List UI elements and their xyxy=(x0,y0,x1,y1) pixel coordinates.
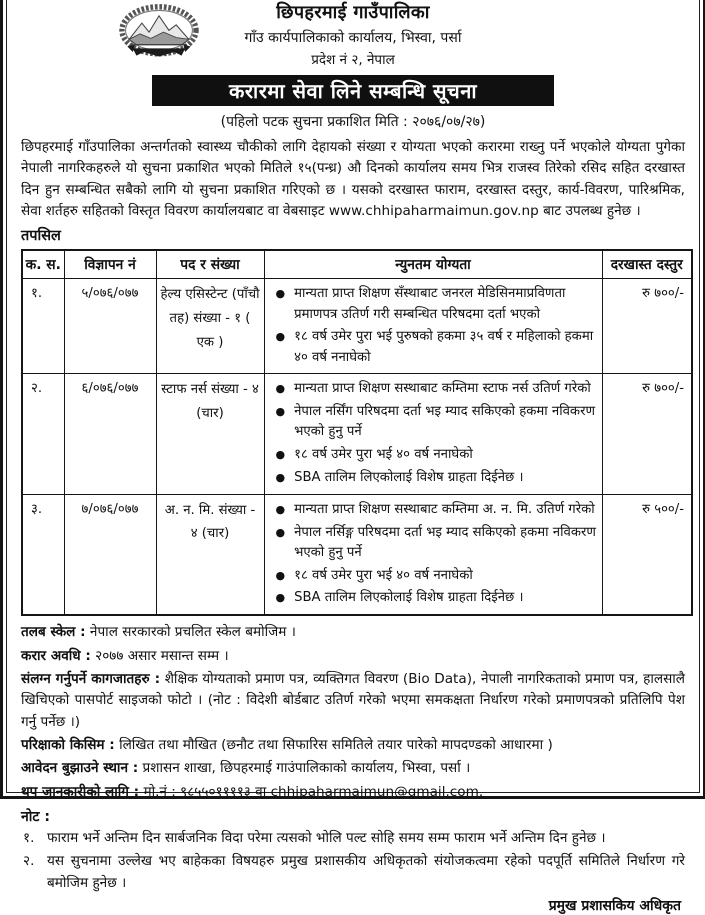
ad-no-cell: ७/०७६/०७७ xyxy=(64,494,156,615)
post-cell: स्टाफ नर्स संख्या - ४ (चार) xyxy=(156,374,264,495)
post-cell: अ. न. मि. संख्या - ४ (चार) xyxy=(156,494,264,615)
qualification-item: ● १८ वर्ष उमेर पुरा भई ४० वर्ष ननाघेको xyxy=(268,444,599,467)
bullet-icon: ● xyxy=(275,502,286,516)
notice-page-inner xyxy=(6,0,700,914)
qualification-item: ● १८ वर्ष उमेर पुरा भई पुरुषको हकमा ३५ वर्ष र महिलाको हकमा ४० वर्ष ननाघेको xyxy=(268,326,599,369)
qualification-item: ● १८ वर्ष उमेर पुरा भई ४० वर्ष ननाघेको xyxy=(268,565,599,588)
province-line: प्रदेश नं २, नेपाल xyxy=(311,52,395,68)
sn-cell: १. xyxy=(22,279,64,374)
bullet-icon: ● xyxy=(275,330,286,344)
fee-cell: रु ५००/- xyxy=(602,494,692,615)
detail-submission-place: आवेदन बुझाउने स्थान : प्रशासन शाखा, छिपहरमाई गाउंपालिकाको कार्यालय, भिस्वा, पर्सा । xyxy=(21,760,471,777)
nepal-emblem-icon xyxy=(117,5,201,61)
table-header-row xyxy=(22,250,692,279)
vacancy-table xyxy=(21,249,693,616)
bullet-icon: ● xyxy=(275,287,286,301)
table-row xyxy=(22,279,692,374)
note-label: नोट : xyxy=(21,808,50,825)
col-header-fee: दरखास्त दस्तुर xyxy=(602,250,692,279)
table-row xyxy=(22,494,692,615)
detail-contract-period: करार अवधि : २०७७ असार मसान्त सम्म । xyxy=(21,647,229,664)
detail-exam-type: परिक्षाको किसिम : लिखित तथा मौखित (छनौट तथा सिफारिस समितिले तयार पारेको मापदण्डको आधारमा ) xyxy=(21,736,553,753)
qualification-item: ● मान्यता प्राप्त शिक्षण सँस्थाबाट जनरल मेडिसिनमाप्रविणता प्रमाणपत्र उतिर्ण गरी सम्बन्धित परिषदमा दर्ता भएको xyxy=(268,283,599,326)
qualification-item: ● SBA तालिम लिएकोलाई विशेष ग्राहता दिईनेछ । xyxy=(268,467,599,490)
col-header-sn: क. स. xyxy=(22,250,64,279)
qualifications-cell xyxy=(264,494,602,615)
bullet-icon: ● xyxy=(275,568,286,582)
signature-title: प्रमुख प्रशासकिय अधिकृत xyxy=(548,897,681,914)
fee-cell: रु ७००/- xyxy=(602,279,692,374)
detail-required-documents: संलग्न गर्नुपर्ने कागजातहरु : शैक्षिक योग्यताको प्रमाण पत्र, व्यक्तिगत विवरण (Bio Data), नेपाली नागरिकताको प्रमाण पत्र, हालसालै खिचिएको पासपोर्ट साइजको फोटो । (नोट : विदेशी बोर्डबाट उतिर्ण गरेको भएमा समकक्षता निर्धारण गरेको प्रमाणपत्रको प्रतिलिपि पेश गर्नु पर्नेछ ।) xyxy=(21,670,686,730)
header xyxy=(21,2,685,131)
published-date-line: (पहिलो पटक सुचना प्रकाशित मिति : २०७६/०७/२७) xyxy=(220,114,486,130)
qualification-item: ● नेपाल नर्सिङ्ग परिषदमा दर्ता भइ म्याद सकिएको हकमा नविकरण भएको हुनु पर्ने xyxy=(268,522,599,565)
qualifications-cell xyxy=(264,279,602,374)
detail-salary-scale: तलब स्केल : नेपाल सरकारको प्रचलित स्केल बमोजिम । xyxy=(21,624,296,641)
post-cell: हेल्य एसिस्टेन्ट (पाँचौ तह) संख्या - १ ( एक ) xyxy=(156,279,264,374)
sn-cell: २. xyxy=(22,374,64,495)
bullet-icon: ● xyxy=(275,470,286,484)
table-row xyxy=(22,374,692,495)
bullet-icon: ● xyxy=(275,382,286,396)
col-header-post: पद र संख्या xyxy=(156,250,264,279)
bullet-icon: ● xyxy=(275,525,286,539)
intro-paragraph: छिपहरमाई गाँउपालिका अन्तर्गतको स्वास्थ्य चौकीको लागि देहायको संख्या र योग्यता भएको करारमा राख्नु पर्ने भएकोले योग्यता पुगेका नेपाली नागरिकहरुले यो सुचना प्रकाशित भएको मितिले १५(पन्ध्र) औ दिनको कार्यालय समय भित्र राजस्व तिरेको रसिद सहित दरखास्त दिन हुन सम्बन्धित सबैको लागि यो सुचना प्रकाशित गरिएको छ । यसको दरखास्त फाराम, दरखास्त दस्तुर, कार्य-विवरण, पारिश्रमिक, सेवा शर्तहरु सहितको विस्तृत विवरण कार्यालयबाट वा वेबसाइट www.chhipaharmaimun.gov.np बाट उपलब्ध हुनेछ । xyxy=(21,139,685,219)
note-item: २. यस सुचनामा उल्लेख भए बाहेकका विषयहरु प्रमुख प्रशासकीय अधिकृतको संयोजकत्वमा रहेको पदपूर्ति समितिले निर्धारण गरे बमोजिम हुनेछ । xyxy=(23,853,685,891)
col-header-qualification: न्युनतम योग्यता xyxy=(264,250,602,279)
bullet-icon: ● xyxy=(275,405,286,419)
detail-more-info-contact: थप जानकारीको लागि : मो.नं : ९८५५०११११३ वा chhipaharmaimun@gmail.com. xyxy=(21,783,484,800)
municipality-name: छिपहरमाई गाउँपालिका xyxy=(276,2,430,23)
qualification-item: ● मान्यता प्राप्त शिक्षण सस्थाबाट कम्तिमा अ. न. मि. उतिर्ण गरेको xyxy=(268,499,599,522)
notice-title-banner: करारमा सेवा लिने सम्बन्धि सूचना xyxy=(152,75,554,106)
qualifications-cell xyxy=(264,374,602,495)
bullet-icon: ● xyxy=(275,591,286,605)
sn-cell: ३. xyxy=(22,494,64,615)
note-item: १. फाराम भर्ने अन्तिम दिन सार्बजनिक विदा परेमा त्यसको भोलि पल्ट सोहि समय सम्म फाराम भर्ने अन्तिम दिन हुनेछ । xyxy=(23,829,606,846)
tapasil-label: तपसिल xyxy=(21,228,61,245)
qualification-item: ● नेपाल नर्सिंग परिषदमा दर्ता भइ म्याद सकिएको हकमा नविकरण भएको हुनु पर्ने xyxy=(268,401,599,444)
col-header-ad-no: विज्ञापन नं xyxy=(64,250,156,279)
ad-no-cell: ६/०७६/०७७ xyxy=(64,374,156,495)
qualification-item: ● SBA तालिम लिएकोलाई विशेष ग्राहता दिईनेछ । xyxy=(268,587,599,610)
note-section xyxy=(21,807,685,894)
ad-no-cell: ५/०७६/०७७ xyxy=(64,279,156,374)
qualification-item: ● मान्यता प्राप्त शिक्षण सस्थाबाट कम्तिमा स्टाफ नर्स उतिर्ण गरेको xyxy=(268,378,599,401)
details-section xyxy=(21,622,685,803)
office-address: गाँउ कार्यपालिकाको कार्यालय, भिस्वा, पर्सा xyxy=(244,30,462,46)
fee-cell: रु ७००/- xyxy=(602,374,692,495)
bullet-icon: ● xyxy=(275,447,286,461)
